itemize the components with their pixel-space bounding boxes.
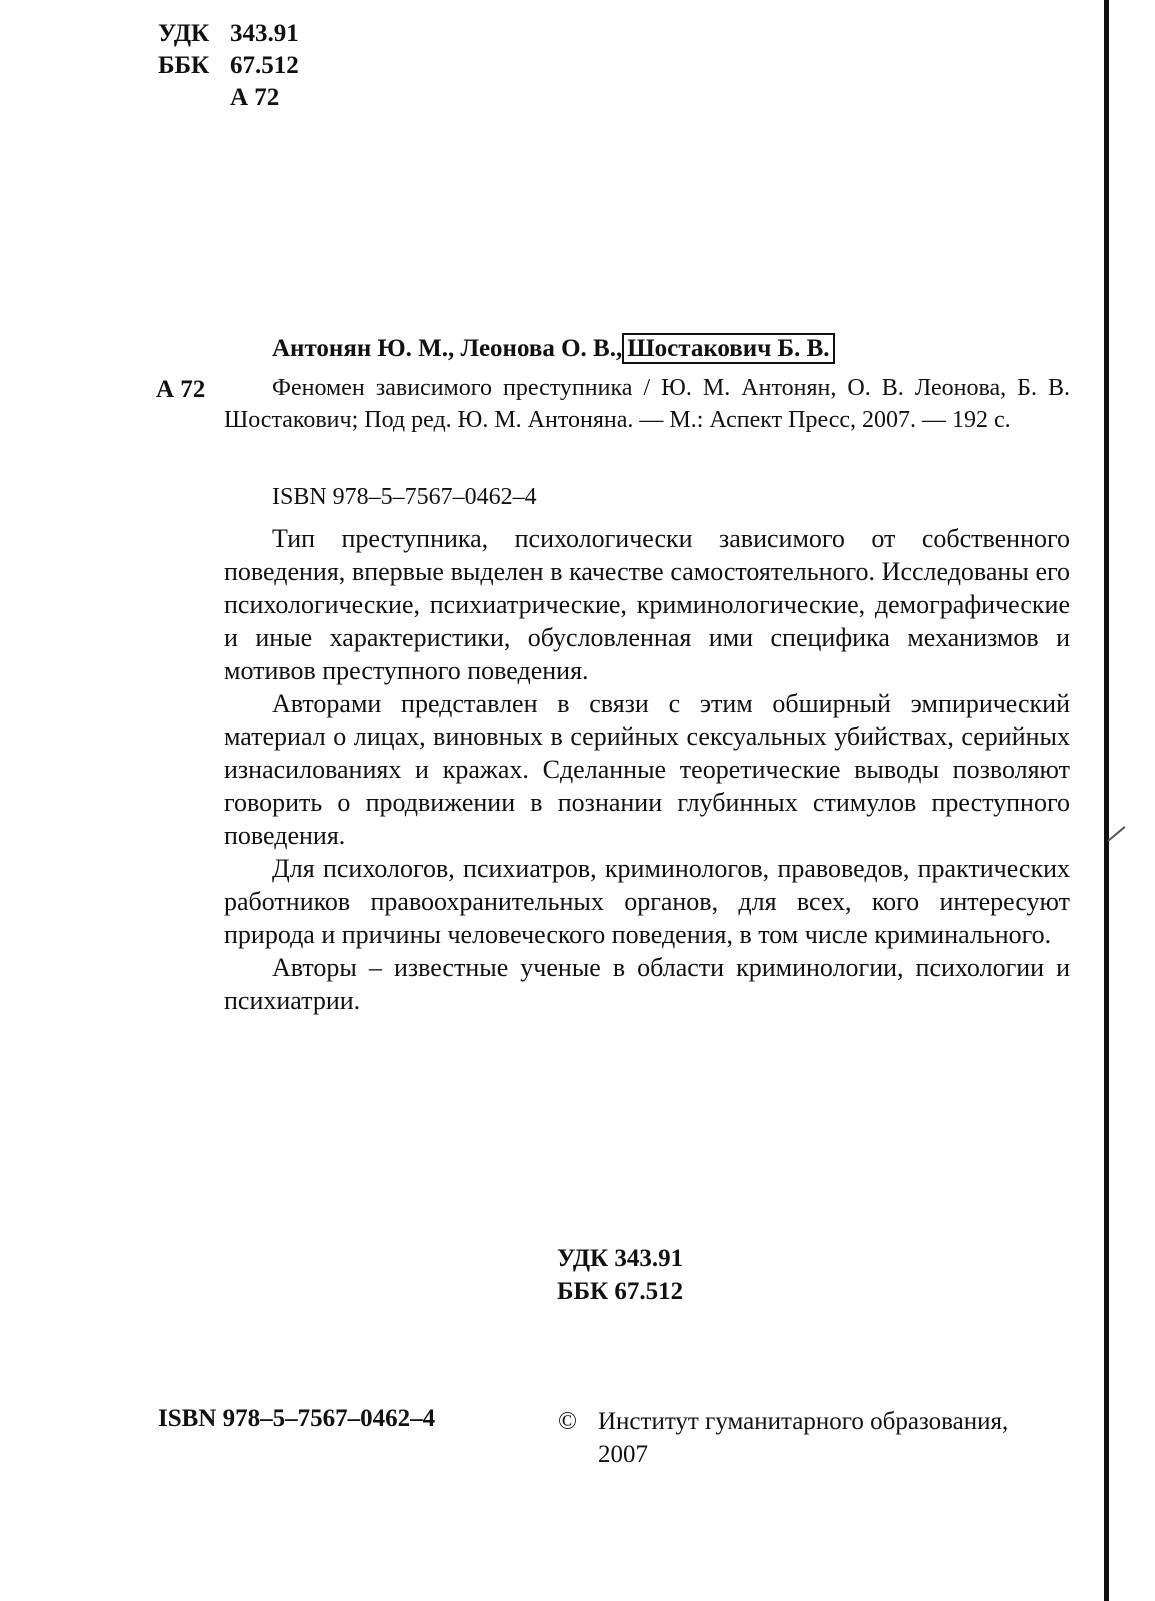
abstract-paragraph: Для психологов, психиатров, криминологов, правоведов, практических работников правоохранительных органов, для всех, кого интересуют природа и причины человеческого поведения, в том числе криминального. [224,854,1070,949]
isbn-line: ISBN 978–5–7567–0462–4 [272,484,537,510]
bibliographic-record [224,372,1070,436]
copyright-year: 2007 [598,1441,648,1468]
page-edge-mark [1107,826,1125,842]
isbn-bottom: ISBN 978–5–7567–0462–4 [158,1405,436,1432]
abstract-paragraph: Авторами представлен в связи с этим обширный эмпирический материал о лицах, виновных в серийных сексуальных убийствах, серийных изнасилованиях и кражах. Сделанные теоретические выводы позволяют говорить о продвижении в познании глубинных стимулов преступного поведения. [224,689,1070,850]
author-mark: А 72 [230,84,280,111]
bbk-bottom: ББК 67.512 [557,1278,684,1305]
bbk-row [158,50,299,82]
abstract-paragraph: Тип преступника, психологически зависимого от собственного поведения, впервые выделен в качестве самостоятельного. Исследованы его психологические, психиатрические, криминологические, демографические и иные характеристики, обусловленная ими специфика механизмов и мотивов преступного поведения. [224,524,1070,685]
classification-codes-bottom [557,1242,683,1308]
authors-heading [272,332,835,366]
copyright-notice [558,1405,1008,1471]
udk-label: УДК [158,20,210,47]
author-mark-left: А 72 [156,376,206,403]
authors-names: Антонян Ю. М., Леонова О. В., [272,335,623,362]
abstract-paragraph: Авторы – известные ученые в области криминологии, психологии и психиатрии. [224,953,1070,1015]
copyright-holder: Институт гуманитарного образования, [598,1408,1009,1435]
classification-codes-top [158,18,299,114]
udk-bottom: УДК 343.91 [557,1245,684,1272]
bibliographic-text: Феномен зависимого преступника / Ю. М. Антонян, О. В. Леонова, Б. В. Шостакович; Под ред. Ю. М. Антоняна. — М.: Аспект Пресс, 2007. — 192 с. [224,375,1070,433]
bbk-label: ББК [158,52,210,79]
copyright-symbol: © [558,1408,577,1435]
udk-value: 343.91 [230,20,299,47]
page-edge-line [1104,0,1109,1601]
bbk-value: 67.512 [230,52,299,79]
abstract [224,522,1070,1017]
boxed-author: Шостакович Б. В. [622,333,834,364]
udk-row [158,18,299,50]
